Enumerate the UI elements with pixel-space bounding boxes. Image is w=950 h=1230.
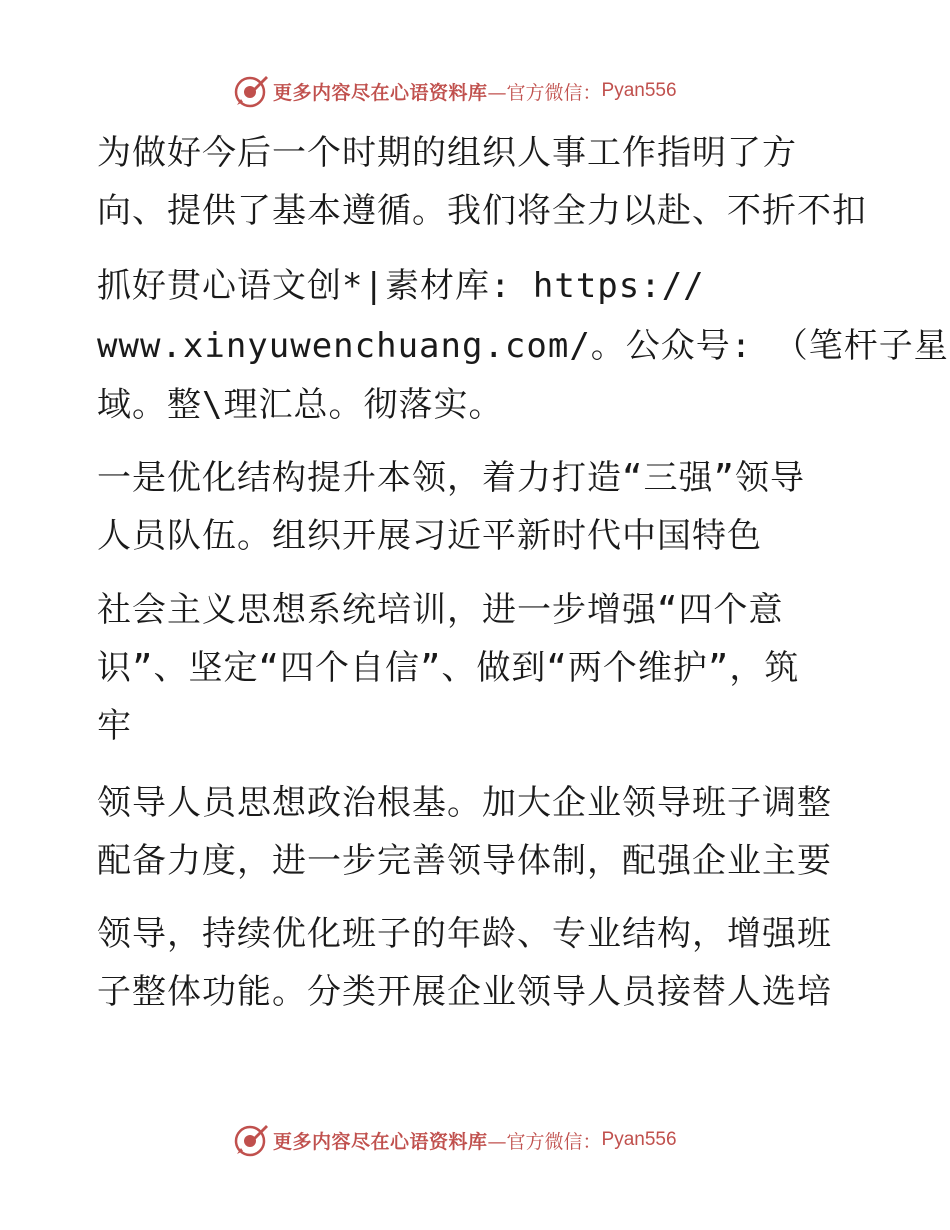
text-line: 识”、坚定“四个自信”、做到“两个维护”，筑 — [97, 648, 800, 688]
text-line: 子整体功能。分类开展企业领导人员接替人选培 — [97, 972, 832, 1012]
header-watermark-banner — [233, 71, 753, 111]
text-line: www.xinyuwenchuang.com/。公众号: （笔杆子星 — [97, 326, 949, 366]
text-line: 向、提供了基本遵循。我们将全力以赴、不折不扣 — [97, 191, 867, 231]
text-line: 域。整\理汇总。彻落实。 — [97, 385, 504, 425]
watermark-wechat-id: Pyan556 — [601, 80, 677, 101]
watermark-wechat-id: Pyan556 — [601, 1129, 677, 1150]
text-line: 抓好贯心语文创*|素材库: https:// — [97, 266, 705, 306]
text-line: 领导，持续优化班子的年龄、专业结构，增强班 — [97, 914, 832, 954]
text-line: 人员队伍。组织开展习近平新时代中国特色 — [97, 516, 762, 556]
text-line: 一是优化结构提升本领，着力打造“三强”领导 — [97, 458, 805, 498]
watermark-main-text: 更多内容尽在心语资料库 — [273, 1130, 488, 1153]
pen-nib-logo-icon — [233, 1122, 269, 1158]
watermark-main-text: 更多内容尽在心语资料库 — [273, 81, 488, 104]
text-line: 为做好今后一个时期的组织人事工作指明了方 — [97, 133, 797, 173]
watermark-wechat-label: —官方微信： — [487, 81, 602, 104]
text-line: 牢 — [97, 706, 132, 746]
text-line: 社会主义思想系统培训，进一步增强“四个意 — [97, 590, 784, 630]
pen-nib-logo-icon — [233, 73, 269, 109]
watermark-wechat-label: —官方微信： — [487, 1130, 602, 1153]
text-line: 领导人员思想政治根基。加大企业领导班子调整 — [97, 783, 832, 823]
text-line: 配备力度，进一步完善领导体制，配强企业主要 — [97, 841, 832, 881]
footer-watermark-banner — [233, 1120, 753, 1160]
